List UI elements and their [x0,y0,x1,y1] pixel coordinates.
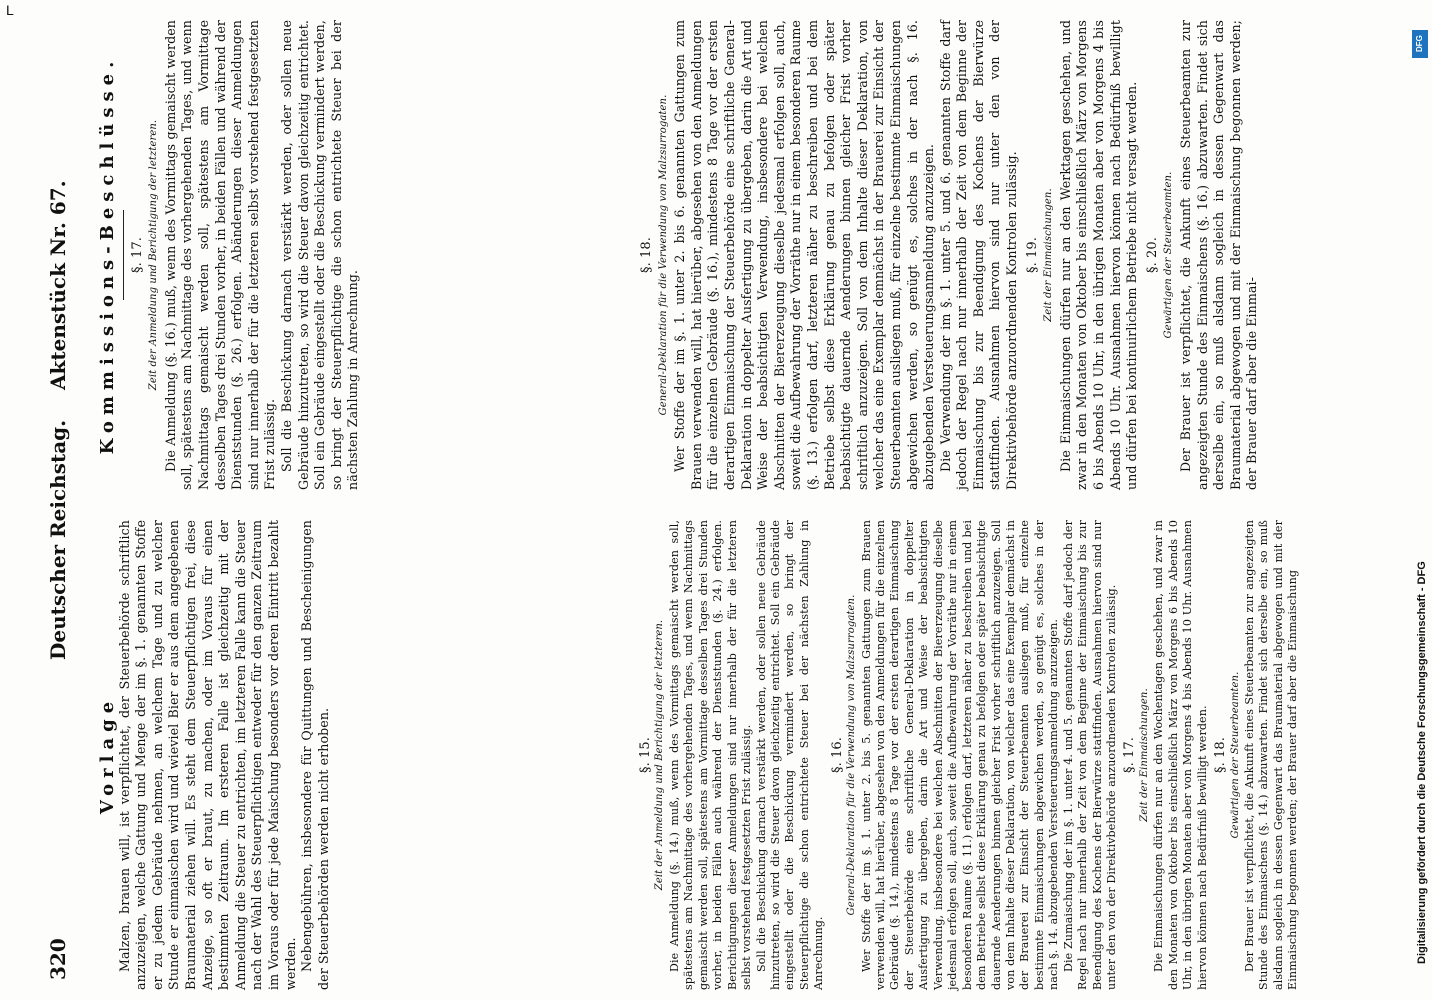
left-section [639,520,755,990]
left-section [1214,520,1301,990]
digitization-note: Digitalisierung gefördert durch die Deutsche Forschungsgemeinschaft - DFG [1416,561,1428,964]
right-section [130,20,279,490]
page-header [40,10,80,990]
page-number: 320 [46,938,70,980]
section-caption: General-Deklaration für die Verwendung von Malzsurrogaten. [657,94,669,416]
left-fees-text: Nebengebühren, insbesondere für Quittungen und Bescheinigungen der Steuerbehörden werden nicht erhoben. [299,520,331,990]
right-section [639,20,938,490]
section-caption: Zeit der Einmaischungen. [1138,688,1150,822]
section-caption: Gewärtigen der Steuerbeamten. [1229,671,1241,839]
section-text: Die Einmaischungen dürfen nur an den Wochentagen geschehen, und zwar in den Monaten von Oktober bis einschließlich März von Morgens 6 bis Abends 10 Uhr, in den übrigen Monaten aber von Morgens 4 bis Abends 10 Uhr. Ausnahmen hiervon können nach Bedürfniß bewilligt werden. [1152,520,1209,990]
section-number: §. 15. [638,736,653,774]
section-caption: Gewärtigen der Steuerbeamten. [1163,171,1175,339]
right-section [938,20,1021,490]
section-text: Wer Stoffe der im §. 1. unter 2. bis 6. genannten Gattungen zum Brauen verwenden will, hat hierüber, abgesehen von den Anmeldungen für die einzelnen Gebräude (§. 16.), mindestens 8 Tage vor der ersten derartigen Einmaischung der Steuerbehörde eine schriftliche General-Deklaration in doppelter Ausfertigung zu übergeben, darin die Art und Weise der beabsichtigten Verwendung, insbesondere bei welchen Abschnitten der Biererzeugung dieselbe jedesmal erfolgen soll, auch, soweit die Aufbewahrung der Vorräthe nur in einem besonderen Raume (§. 13.) erfolgen darf, letzteren näher zu beschreiben und bei dem Betriebe selbst diese Erklärung genau zu befolgen oder später beabsichtigte dauernde Aenderungen binnen gleicher Frist vorher schriftlich anzuzeigen. Soll von dem Inhalte dieser Deklaration, von welcher das eine Exemplar demnächst in der Brauerei zur Einsicht der Steuerbeamten ausliegen muß, für einzelne bestimmte Einmaischungen abgewichen werden, so genügt es, solches in der nach §. 16. abzugebenden Versteuerungsanmeldung anzuzeigen. [672,20,937,490]
left-section [1123,520,1210,990]
right-top-sections [130,20,362,490]
section-number: §. 16. [829,736,845,774]
section-number: §. 17. [129,236,145,274]
section-text: Soll die Beschickung darnach verstärkt werden, oder sollen neue Gebräude hinzutreten, so wird die Steuer davon gleichzeitig entrichtet. Soll ein Gebräude eingestellt oder die Beschickung vermindert werden, so bringt der Steuerpflichtige die schon entrichtete Steuer bei der nächsten Zahlung in Anrechnung. [278,20,361,490]
left-section [755,520,827,990]
section-number: §. 20. [1144,236,1160,274]
section-text: Die Anmeldung (§. 16.) muß, wenn des Vormittags gemaischt werden soll, spätestens am Nachmittage des vorhergehenden Tages, und wenn Nachmittags gemaischt werden soll, spätestens am Vormittage desselben Tages drei Stunden vorher, in beiden Fällen und während der Dienststunden (§. 26.) erfolgen. Abänderungen dieser Anmeldungen sind nur innerhalb der für die letzteren selbst vorstehend festgesetzten Frist zulässig. [162,20,278,490]
section-number: §. 18. [639,236,654,274]
digitization-sidebar [1408,20,1430,980]
section-text: Die Zumaischung der im §. 1. unter 4. und 5. genannten Stoffe darf jedoch der Regel nach nur innerhalb der Zeit von dem Beginne der Einmaischung bis zur Beendigung des Kochens der Bierwürze stattfinden. Ausnahmen hiervon sind nur unter den von der Direktivbehörde anzuordnenden Kontrolen zulässig. [1061,520,1118,990]
dfg-logo: DFG [1412,30,1428,58]
section-caption: General-Deklaration für die Verwendung von Malzsurrogaten. [846,594,858,916]
left-column-sections [635,520,1335,990]
left-section [1062,520,1120,990]
left-section [831,520,1062,990]
corner-mark: L [6,2,14,18]
right-column-top [97,20,620,490]
title-rule [123,210,124,300]
document-number: Aktenstück Nr. 67. [46,180,70,390]
rotated-page-content [40,10,1380,990]
right-section [1145,20,1261,490]
right-column-sections [635,20,1335,490]
parliament-title: Deutscher Reichstag. [46,419,70,660]
right-section [1025,20,1141,490]
section-text: Der Brauer ist verpflichtet, die Ankunft eines Steuerbeamten zur angezeigten Stunde des Einmaischens (§. 16.) abzuwarten. Findet sich derselbe ein, so muß alsdann sogleich in dessen Gegenwart das Braumaterial abgewogen und mit der Einmaischung begonnen werden; der Brauer darf aber die Einmai- [1178,20,1260,490]
section-text: Die Anmeldung (§. 14.) muß, wenn des Vormittags gemaischt werden soll, spätestens am Nachmittage des vorhergehenden Tages, und wenn Nachmittags gemaischt werden soll, spätestens am Vormittage desselben Tages drei Stunden vorher, in beiden Fällen auch während der Dienststunden (§. 24.) erfolgen. Berichtigungen dieser Anmeldungen sind nur innerhalb der für die letzteren selbst vorstehend festgesetzten Frist zulässig. [667,520,754,990]
section-text: Wer Stoffe der im §. 1. unter 2. bis 5. genannten Gattungen zum Brauen verwenden will, hat hierüber, abgesehen von den Anmeldungen für die einzelnen Gebräude (§. 14.), mindestens 8 Tage vor der ersten derartigen Einmaischung der Steuerbehörde eine schriftliche General-Deklaration in doppelter Ausfertigung zu übergeben, darin die Art und Weise der beabsichtigten Verwendung, insbesondere bei welchen Abschnitten der Biererzeugung dieselbe jedesmal erfolgen soll, auch, soweit die Aufbewahrung der Vorräthe nur in einem besonderen Raume (§. 11.) erfolgen darf, letzteren näher zu beschreiben und bei dem Betriebe selbst diese Erklärung genau zu befolgen oder später beabsichtigte dauernde Aenderungen binnen gleicher Frist vorher schriftlich anzuzeigen. Soll von dem Inhalte dieser Deklaration, von welcher das eine Exemplar demnächst in der Brauerei zur Einsicht der Steuerbeamten ausliegen muß, für einzelne bestimmte Einmaischungen abgewichen werden, so genügt es, solches in der nach §. 14. abzugebenden Versteuerungsanmeldung anzuzeigen. [859,520,1061,990]
section-number: §. 17. [1122,736,1138,774]
section-text: Soll die Beschickung darnach verstärkt werden, oder sollen neue Gebräude hinzutreten, so wird die Steuer davon gleichzeitig entrichtet. Soll ein Gebräude eingestellt oder die Beschickung vermindert werden, so bringt der Steuerpflichtige die schon entrichtete Steuer bei der nächsten Zahlung in Anrechnung. [754,520,826,990]
section-caption: Zeit der Anmeldung und Berichtigung der letzteren. [654,619,666,891]
left-intro-text: Malzen, brauen will, ist verpflichtet, der Steuerbehörde schriftlich anzuzeigen, welche Gattung und Menge der im §. 1. genannten Stoffe er zu jedem Gebräude nehmen, an welchem Tage und zu welcher Stunde er einmaischen wird und wieviel Bier er aus dem angegebenen Braumaterial ziehen will. Es steht dem Steuerpflichtigen frei, diese Anzeige, so oft er braut, zu machen, oder im Voraus für einen bestimmten Zeitraum. Im ersteren Falle ist gleichzeitig mit der Anmeldung die Steuer zu entrichten, im letzteren Falle kann die Steuer nach der Wahl des Steuerpflichtigen entweder für den ganzen Zeitraum im Voraus oder für jede Maischung besonders vor deren Eintritt bezahlt werden. [116,520,298,990]
section-caption: Zeit der Einmaischungen. [1043,188,1055,322]
left-column-top [97,520,620,990]
section-caption: Zeit der Anmeldung und Berichtigung der letzteren. [148,119,160,391]
section-number: §. 18. [1213,736,1229,774]
commission-title: Kommissions-Beschlüsse. [97,55,118,455]
section-text: Die Verwendung der im §. 1. unter 5. und 6. genannten Stoffe darf jedoch der Regel nach nur innerhalb der Zeit von dem Beginne der Einmaischung bis zur Beendigung des Kochens der Bierwürze stattfinden. Ausnahmen hiervon sind nur unter den von der Direktivbehörde anzuordnenden Kontrolen zulässig. [937,20,1020,490]
section-number: §. 19. [1024,236,1040,274]
section-text: Der Brauer ist verpflichtet, die Ankunft eines Steuerbeamten zur angezeigten Stunde des Einmaischens (§. 14.) abzuwarten. Findet sich derselbe ein, so muß alsdann sogleich in dessen Gegenwart das Braumaterial abgewogen und mit der Einmaischung begonnen werden; der Brauer darf aber die Einmaischung [1242,520,1300,990]
vorlage-title: Vorlage [97,695,118,815]
section-text: Die Einmaischungen dürfen nur an den Werktagen geschehen, und zwar in den Monaten von Oktober bis einschließlich März von Morgens 6 bis Abends 10 Uhr, in den übrigen Monaten aber von Morgens 4 bis Abends 10 Uhr. Ausnahmen hiervon können nach Bedürfniß bewilligt und dürfen bei kontinuirlichem Betriebe nicht versagt werden. [1057,20,1140,490]
right-section [279,20,362,490]
